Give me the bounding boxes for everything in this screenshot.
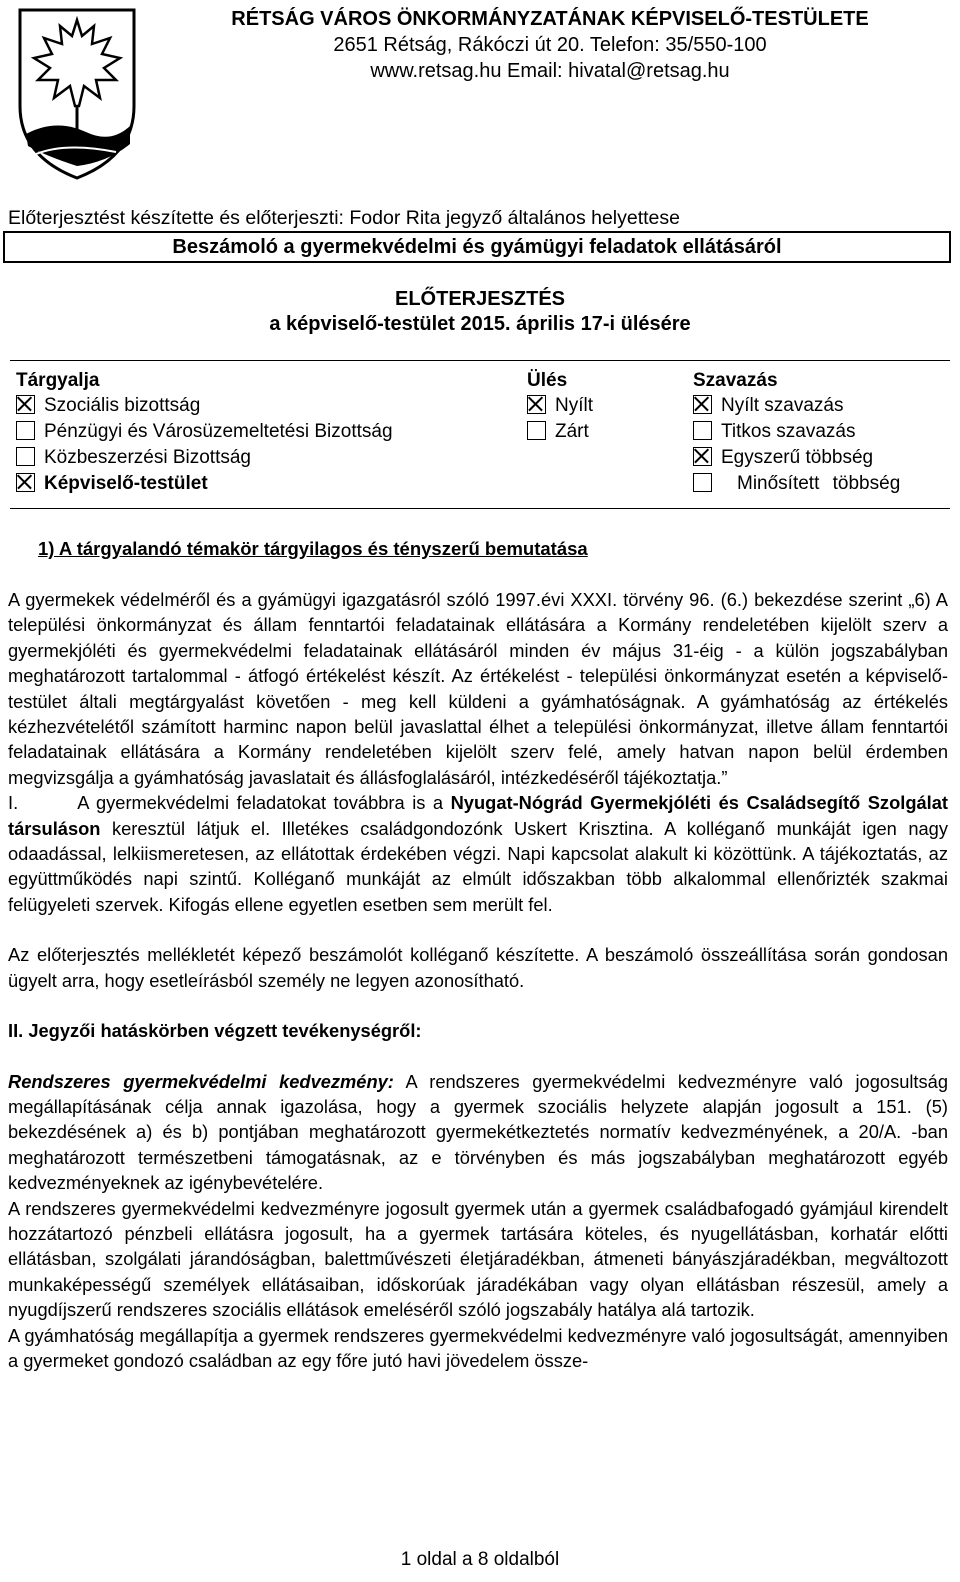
- section-2-heading: II. Jegyzői hatáskörben végzett tevékenységről:: [8, 1020, 422, 1042]
- divider: [10, 508, 950, 509]
- preparer-line: Előterjesztést készítette és előterjeszti: Fodor Rita jegyző általános helyettese: [8, 207, 680, 229]
- checkbox[interactable]: [16, 395, 35, 414]
- col-vote-heading: Szavazás: [693, 370, 778, 391]
- option-szocialis[interactable]: [16, 395, 200, 417]
- paragraph-prefix: I. A gyermekvédelmi feladatokat továbbra is a: [8, 792, 451, 814]
- option-kepviselo[interactable]: [16, 473, 208, 495]
- option-nyilt-szavazas[interactable]: [693, 395, 843, 417]
- option-penzugyi[interactable]: [16, 421, 393, 443]
- paragraph-rest: keresztül látjuk el. Illetékes családgondozónk Uskert Krisztina. A kolléganő munkáját igen nagy odaadással, lelkiismeretesen, az ellátottak érdekében végzi. Napi kapcsolat alakult ki közöttünk. A tájékoztatás, az együttműködés napi szintű. Kolléganő munkáját az elmúlt időszakban több alkalommal ellenőrizték szakmai felügyeleti szervek. Kifogás ellene egyetlen esetben sem merült fel.: [8, 817, 948, 915]
- paragraph-eligibility: A gyámhatóság megállapítja a gyermek rendszeres gyermekvédelmi kedvezményre való jogosultságát, amennyiben a gyermeket gondozó családban az egy főre jutó havi jövedelem össze-: [8, 1324, 948, 1371]
- option-nyilt[interactable]: [527, 395, 593, 417]
- paragraph-rest: A rendszeres gyermekvédelmi kedvezményre való jogosultság megállapításának célja annak igazolása, hogy a gyermek szociális helyzete alapján jogosult a 151. (5) bekezdésének a) és b) pontjában meghatározott gyermekétkeztetés normatív kedvezményének, a 20/A. -ban meghatározott természetbeni támogatásnak, az e törvényben és más jogszabályban meghatározott egyéb kedvezményeknek az igénybevételére.: [8, 1070, 948, 1194]
- option-label: Szociális bizottság: [44, 395, 201, 416]
- body-text: [8, 587, 948, 1373]
- checkbox[interactable]: [693, 421, 712, 440]
- divider: [10, 360, 950, 361]
- option-label: Pénzügyi és Városüzemeltetési Bizottság: [44, 421, 393, 442]
- paragraph-service: [8, 790, 948, 917]
- page-footer: 1 oldal a 8 oldalból: [400, 1549, 560, 1570]
- org-address: 2651 Rétság, Rákóczi út 20. Telefon: 35/550-100: [333, 34, 767, 56]
- option-label: Nyílt szavazás: [721, 395, 844, 416]
- checkbox[interactable]: [16, 473, 35, 492]
- org-web-email: www.retsag.hu Email: hivatal@retsag.hu: [370, 60, 730, 82]
- checkbox[interactable]: [527, 421, 546, 440]
- section-1-heading: 1) A tárgyalandó témakör tárgyilagos és tényszerű bemutatása: [38, 538, 588, 559]
- option-egyszeru-tobbseg[interactable]: [693, 447, 873, 469]
- option-kozbeszerzesi[interactable]: [16, 447, 251, 469]
- option-label: Képviselő-testület: [44, 473, 208, 494]
- proposal-label: ELŐTERJESZTÉS: [394, 288, 566, 310]
- checkbox[interactable]: [693, 395, 712, 414]
- option-label: Minősített többség: [737, 473, 901, 494]
- checkbox[interactable]: [693, 473, 712, 492]
- checkbox[interactable]: [16, 447, 35, 466]
- option-titkos-szavazas[interactable]: [693, 421, 855, 443]
- checkbox[interactable]: [16, 421, 35, 440]
- service-name: Nyugat-Nógrád Gyermekjóléti és Családsegítő Szolgálat társuláson: [8, 792, 948, 839]
- city-crest-logo: [16, 6, 138, 182]
- checkbox[interactable]: [693, 447, 712, 466]
- col-bodies-heading: Tárgyalja: [16, 370, 100, 391]
- checkbox[interactable]: [527, 395, 546, 414]
- option-label: Titkos szavazás: [721, 421, 856, 442]
- document-title: Beszámoló a gyermekvédelmi és gyámügyi feladatok ellátásáról: [172, 236, 782, 258]
- paragraph-guardian: A rendszeres gyermekvédelmi kedvezményre jogosult gyermek után a gyermek családbafogadó gyámjául kirendelt hozzátartozó pénzbeli ellátásra jogosult, ha a gyermek tartására köteles, és nyugellátásban, korhatár előtti ellátásban, szolgálati járandóságban, balettművészeti életjáradékban, átmeneti bányászjáradékban, megváltozott munkaképességű személyek ellátásaiban, időskorúak járadékában vagy olyan ellátásban részesül, amely a nyugdíjszerű rendszeres szociális ellátások emeléséről szóló jogszabály hatálya alá tartozik.: [8, 1197, 948, 1321]
- paragraph-benefit: [8, 1069, 948, 1196]
- benefit-term: Rendszeres gyermekvédelmi kedvezmény:: [8, 1070, 394, 1092]
- org-name: RÉTSÁG VÁROS ÖNKORMÁNYZATÁNAK KÉPVISELŐ-TESTÜLETE: [231, 8, 869, 30]
- paragraph-report: Az előterjesztés mellékletét képező beszámolót kolléganő készítette. A beszámoló összeállítása során gondosan ügyelt arra, hogy esetleírásból személy ne legyen azonosítható.: [8, 944, 948, 991]
- option-label: Egyszerű többség: [721, 447, 874, 468]
- option-label: Nyílt: [555, 395, 593, 416]
- paragraph-law-quote: A gyermekek védelméről és a gyámügyi igazgatásról szóló 1997.évi XXXI. törvény 96. (6.) bekezdése szerint „6) A települési önkormányzat és állam fenntartói feladatainak ellátására a Kormány rendeletében kijelölt szerv a gyermekjóléti és gyermekvédelmi feladatainak ellátásáról minden év május 31-éig - a külön jogszabályban meghatározott tartalommal - átfogó értékelést készít. Az értékelést - települési önkormányzat esetén a képviselő-testület általi megtárgyalást követően - meg kell küldeni a gyámhatóságnak. A gyámhatóság az értékelés kézhezvételétől számított harminc napon belül javaslattal élhet a települési önkormányzat, illetve állam fenntartói feladatainak ellátására a Kormány rendeletében kijelölt szerv felé, amely hatvan napon belül érdemben megvizsgálja a gyámhatóság javaslatait és állásfoglalásáról, intézkedéséről tájékoztatja.”: [8, 589, 948, 788]
- option-minositett-tobbseg[interactable]: [693, 473, 900, 495]
- option-label: Közbeszerzési Bizottság: [44, 447, 251, 468]
- col-session-heading: Ülés: [527, 370, 568, 391]
- session-line: a képviselő-testület 2015. április 17-i ülésére: [269, 313, 691, 335]
- title-box: [3, 231, 951, 263]
- option-zart[interactable]: [527, 421, 589, 443]
- option-label: Zárt: [555, 421, 589, 442]
